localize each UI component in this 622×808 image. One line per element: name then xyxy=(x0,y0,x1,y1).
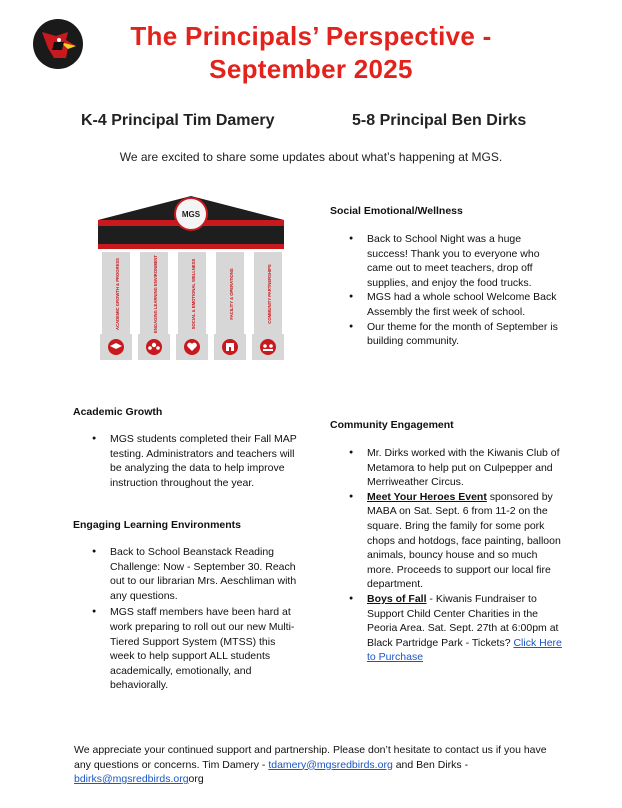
pillar-3 xyxy=(176,252,208,360)
pillar-label: ACADEMIC GROWTH & PROGRESS xyxy=(115,258,120,330)
list-item: ● Back to School Beanstack Reading Challenge: Now - September 30. Reach out to our librarian Mrs. Aeschliman with any questions. xyxy=(110,545,302,603)
social-heading: Social Emotional/Wellness xyxy=(330,205,463,217)
email-link-damery[interactable]: tdamery@mgsredbirds.org xyxy=(268,758,393,771)
pillar-5 xyxy=(252,252,284,360)
list-item: ● MGS had a whole school Welcome Back Assembly the first week of school. xyxy=(367,290,562,319)
principal-k4: K-4 Principal Tim Damery xyxy=(81,112,275,129)
pillar-label: SOCIAL & EMOTIONAL WELLNESS xyxy=(191,258,196,330)
list-item: ● Our theme for the month of September is building community. xyxy=(367,320,562,349)
seal-text: MGS xyxy=(181,210,201,219)
social-list xyxy=(367,232,562,349)
intro-text: We are excited to share some updates about what’s happening at MGS. xyxy=(119,150,503,164)
footer-text xyxy=(74,743,554,787)
purchase-link[interactable]: Click Here to Purchase xyxy=(367,636,562,664)
title-line-2: September 2025 xyxy=(209,54,413,84)
footer-text-3: org xyxy=(188,773,204,786)
list-item: ● MGS students completed their Fall MAP testing. Administrators and teachers will be analyzing the data to help improve instruction throughout the year. xyxy=(110,432,300,490)
community-list xyxy=(367,446,562,665)
engaging-list xyxy=(110,545,302,693)
pillar-1 xyxy=(100,252,132,360)
event-text-heroes: sponsored by MABA on Sat. Sept. 6 from 11-2 on the square. Bring the family for some pork chops and hotdogs, face painting, balloon animals, bouncy house and so much more. Proceeds to support our local fire department. xyxy=(367,490,561,591)
event-link-boys-of-fall[interactable]: Boys of Fall xyxy=(367,592,427,605)
footer-text-2: and Ben Dirks - xyxy=(392,758,469,771)
list-item: ● Back to School Night was a huge success! Thank you to everyone who came out to meet teachers, drop off supplies, and enjoy the food trucks. xyxy=(367,232,562,290)
email-link-dirks[interactable]: bdirks@mgsredbirds.org xyxy=(74,773,189,786)
list-item: ● Mr. Dirks worked with the Kiwanis Club of Metamora to help put on Culpepper and Merriweather Circus. xyxy=(367,446,562,490)
pillar-label: ENGAGING LEARNING ENVIRONMENT xyxy=(153,255,158,333)
list-item: ● MGS staff members have been hard at work preparing to roll out our new Multi-Tiered Support System (MTSS) this week to help support ALL students academically, emotionally, and behaviorally. xyxy=(110,605,302,693)
principal-58: 5-8 Principal Ben Dirks xyxy=(352,112,527,129)
academic-heading: Academic Growth xyxy=(73,406,163,418)
pillar-2 xyxy=(138,252,170,360)
event-link-heroes[interactable]: Meet Your Heroes Event xyxy=(367,490,487,503)
footer-text-1: We appreciate your continued support and partnership. Please don’t hesitate to contact us if you have any questions or concerns. Tim Damery - xyxy=(74,744,547,771)
page-title xyxy=(96,20,526,86)
pillar-label: FACILITY & OPERATIONS xyxy=(229,268,234,320)
pillars-graphic xyxy=(96,194,286,364)
community-heading: Community Engagement xyxy=(330,419,454,431)
title-line-1: The Principals’ Perspective - xyxy=(130,21,492,51)
engaging-heading: Engaging Learning Environments xyxy=(73,519,242,531)
pillar-4 xyxy=(214,252,246,360)
cardinal-icon xyxy=(32,18,84,70)
academic-list xyxy=(110,432,300,490)
list-item xyxy=(367,490,562,592)
event-text-boys-of-fall: - Kiwanis Fundraiser to Support Child Center Charities in the Peoria Area. Sat. Sept. 27th at 6:00pm at Black Partridge Park - Tickets? xyxy=(367,592,559,649)
community-icon xyxy=(260,339,276,355)
list-item xyxy=(367,592,562,665)
pillar-label: COMMUNITY PARTNERSHIPS xyxy=(267,264,272,324)
